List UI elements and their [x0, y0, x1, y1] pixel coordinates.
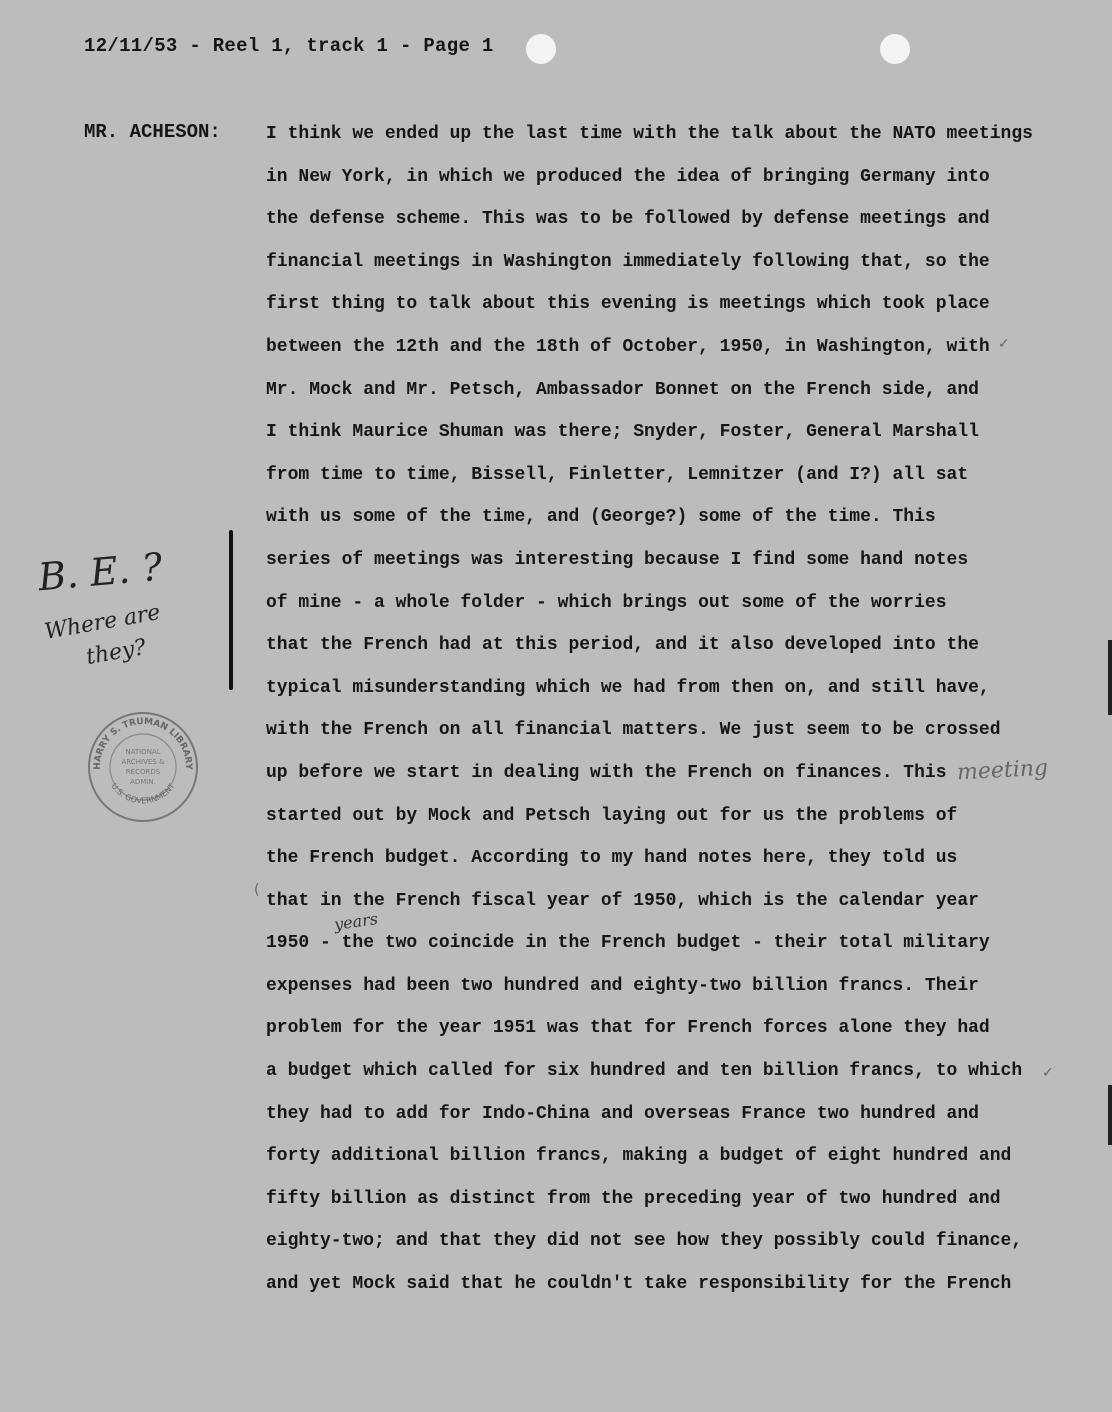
handwritten-insert-years: years: [332, 909, 380, 934]
edge-mark: [1108, 1085, 1112, 1145]
text-line: started out by Mock and Petsch laying out for us the problems of: [266, 805, 958, 826]
stamp-bottom-text: U.S. GOVERNMENT: [109, 781, 177, 806]
handwritten-insert-meeting: meeting: [956, 755, 1049, 786]
stamp-line-2: ARCHIVES &: [121, 758, 165, 766]
text-line: expenses had been two hundred and eighty-two billion francs. Their: [266, 975, 979, 996]
text-line: I think we ended up the last time with the talk about the NATO meetings: [266, 124, 1033, 144]
text-line: the French budget. According to my hand notes here, they told us: [266, 848, 958, 869]
text-line: first thing to talk about this evening is meetings which took place: [266, 294, 990, 315]
edge-mark: [1108, 640, 1112, 715]
text-line: and yet Mock said that he couldn't take responsibility for the French: [266, 1274, 1012, 1295]
text-line: the defense scheme. This was to be followed by defense meetings and: [266, 209, 990, 230]
library-stamp: [86, 710, 200, 824]
text-line: in New York, in which we produced the idea of bringing Germany into: [266, 166, 990, 187]
text-line: financial meetings in Washington immediately following that, so the: [266, 251, 990, 272]
handwritten-note-where-are: Where are: [42, 600, 163, 645]
text-line: eighty-two; and that they did not see how they possibly could finance,: [266, 1231, 1023, 1252]
stamp-outer-text: HARRY S. TRUMAN LIBRARY: [92, 716, 194, 770]
page-header: 12/11/53 - Reel 1, track 1 - Page 1: [84, 35, 494, 57]
text-line: between the 12th and the 18th of October, 1950, in Washington, with: [266, 336, 990, 357]
punch-hole-left: [526, 34, 556, 64]
text-line: fifty billion as distinct from the preceding year of two hundred and: [266, 1188, 1001, 1209]
text-line: from time to time, Bissell, Finletter, Lemnitzer (and I?) all sat: [266, 464, 969, 485]
text-line: typical misunderstanding which we had from then on, and still have,: [266, 677, 990, 698]
text-line: they had to add for Indo-China and overseas France two hundred and: [266, 1103, 979, 1124]
pencil-mark: (: [254, 882, 260, 898]
text-line: series of meetings was interesting because I find some hand notes: [266, 549, 969, 570]
stamp-line-3: RECORDS: [125, 768, 161, 776]
text-line: up before we start in dealing with the French on finances. This: [266, 762, 947, 783]
text-line: a budget which called for six hundred and ten billion francs, to which: [266, 1061, 1023, 1082]
text-line: of mine - a whole folder - which brings out some of the worries: [266, 592, 947, 613]
margin-bracket-line: [229, 530, 233, 690]
check-mark: ✓: [1042, 1065, 1054, 1081]
stamp-line-4: ADMIN.: [130, 778, 156, 786]
text-line: problem for the year 1951 was that for French forces alone they had: [266, 1018, 990, 1039]
text-line: 1950 - the two coincide in the French budget - their total military: [266, 933, 990, 954]
check-mark: ✓: [998, 336, 1010, 352]
text-line: I think Maurice Shuman was there; Snyder, Foster, General Marshall: [266, 422, 979, 443]
text-line: forty additional billion francs, making a budget of eight hundred and: [266, 1146, 1012, 1167]
handwritten-note-be: B. E. ?: [36, 544, 165, 600]
text-line: that the French had at this period, and it also developed into the: [266, 635, 979, 656]
text-line: with us some of the time, and (George?) some of the time. This: [266, 507, 936, 528]
text-line: with the French on all financial matters. We just seem to be crossed: [266, 720, 1001, 741]
speaker-label: MR. ACHESON:: [84, 121, 221, 143]
transcript-body: [266, 121, 1066, 1314]
text-line: Mr. Mock and Mr. Petsch, Ambassador Bonnet on the French side, and: [266, 379, 979, 400]
text-line: that in the French fiscal year of 1950, which is the calendar year: [266, 890, 979, 911]
stamp-line-1: NATIONAL: [125, 748, 161, 756]
punch-hole-right: [880, 34, 910, 64]
handwritten-note-they: they?: [84, 634, 148, 671]
